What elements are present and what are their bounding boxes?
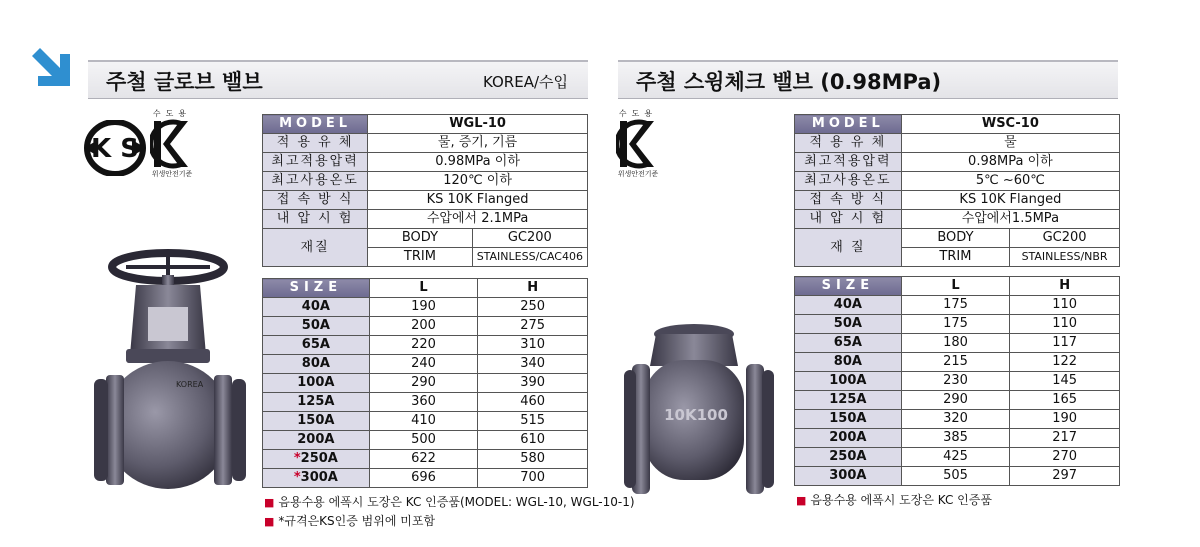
l-cell: 696 <box>369 469 478 488</box>
size-cell: 65A <box>795 334 902 353</box>
table-row <box>263 393 588 412</box>
kc-top-text: 수도용 <box>618 109 658 118</box>
spec-label: 접 속 방 식 <box>795 191 902 210</box>
h-cell: 110 <box>1010 315 1120 334</box>
l-cell: 200 <box>369 317 478 336</box>
table-row <box>795 391 1120 410</box>
l-cell: 190 <box>369 298 478 317</box>
h-cell: 297 <box>1010 467 1120 486</box>
spec-value: KS 10K Flanged <box>368 191 588 210</box>
l-cell: 175 <box>901 296 1010 315</box>
size-cell: 80A <box>795 353 902 372</box>
kc-bottom-text: 위생안전기준 <box>151 170 193 178</box>
l-cell: 500 <box>369 431 478 450</box>
model-header: MODEL <box>263 115 368 134</box>
l-cell: 290 <box>369 374 478 393</box>
spec-label: 내 압 시 험 <box>795 210 902 229</box>
kc-icon <box>616 119 660 169</box>
size-cell: 250A <box>795 448 902 467</box>
left-spec-table <box>262 114 588 267</box>
arrow-down-right-icon <box>28 44 74 90</box>
table-row <box>795 296 1120 315</box>
size-cell: 200A <box>263 431 370 450</box>
l-cell: 240 <box>369 355 478 374</box>
kc-icon <box>150 119 194 169</box>
h-cell: 165 <box>1010 391 1120 410</box>
right-section-header <box>618 60 1118 99</box>
right-title: 주철 스윙체크 밸브 (0.98MPa) <box>636 70 942 94</box>
right-spec-table <box>794 114 1120 267</box>
size-cell: *300A <box>263 469 370 488</box>
size-cell: 200A <box>795 429 902 448</box>
material-part: TRIM <box>901 248 1009 267</box>
h-cell: 610 <box>478 431 588 450</box>
h-cell: 310 <box>478 336 588 355</box>
size-cell: 150A <box>795 410 902 429</box>
spec-label: 최고사용온도 <box>263 172 368 191</box>
size-cell: 50A <box>263 317 370 336</box>
spec-label: 최고적용압력 <box>263 153 368 172</box>
h-cell: 515 <box>478 412 588 431</box>
model-value: WSC-10 <box>901 115 1119 134</box>
l-header: L <box>369 279 478 298</box>
h-cell: 270 <box>1010 448 1120 467</box>
spec-label: 내 압 시 험 <box>263 210 368 229</box>
material-value: GC200 <box>472 229 587 248</box>
material-part: BODY <box>901 229 1009 248</box>
size-cell: 65A <box>263 336 370 355</box>
spec-label: 적 용 유 체 <box>263 134 368 153</box>
spec-label: 적 용 유 체 <box>795 134 902 153</box>
size-cell: 300A <box>795 467 902 486</box>
model-header: MODEL <box>795 115 902 134</box>
right-size-table <box>794 276 1120 486</box>
h-cell: 145 <box>1010 372 1120 391</box>
h-cell: 217 <box>1010 429 1120 448</box>
material-part: BODY <box>368 229 473 248</box>
red-square-bullet-icon: ■ <box>264 515 275 528</box>
size-cell: 100A <box>795 372 902 391</box>
h-cell: 122 <box>1010 353 1120 372</box>
h-cell: 117 <box>1010 334 1120 353</box>
table-row <box>795 429 1120 448</box>
table-row <box>263 298 588 317</box>
table-row <box>263 336 588 355</box>
table-row <box>795 315 1120 334</box>
l-cell: 410 <box>369 412 478 431</box>
model-value: WGL-10 <box>368 115 588 134</box>
l-cell: 175 <box>901 315 1010 334</box>
material-label: 재질 <box>263 229 368 267</box>
left-note-2: ■ *규격은KS인증 범위에 미포함 <box>264 514 436 528</box>
kc-bottom-text: 위생안전기준 <box>617 170 659 178</box>
table-row <box>263 450 588 469</box>
size-cell: 50A <box>795 315 902 334</box>
h-header: H <box>478 279 588 298</box>
spec-value: 물, 증기, 기름 <box>368 134 588 153</box>
l-cell: 320 <box>901 410 1010 429</box>
h-cell: 250 <box>478 298 588 317</box>
h-cell: 700 <box>478 469 588 488</box>
l-cell: 215 <box>901 353 1010 372</box>
l-cell: 385 <box>901 429 1010 448</box>
table-row <box>795 410 1120 429</box>
spec-value: 물 <box>901 134 1119 153</box>
h-cell: 190 <box>1010 410 1120 429</box>
l-cell: 622 <box>369 450 478 469</box>
l-header: L <box>901 277 1010 296</box>
globe-valve-image <box>86 245 256 515</box>
spec-value: 수압에서1.5MPa <box>901 210 1119 229</box>
table-row <box>263 355 588 374</box>
kc-mark-left <box>150 108 194 179</box>
size-cell: 40A <box>263 298 370 317</box>
l-cell: 220 <box>369 336 478 355</box>
size-cell: 125A <box>263 393 370 412</box>
h-cell: 110 <box>1010 296 1120 315</box>
h-cell: 460 <box>478 393 588 412</box>
l-cell: 505 <box>901 467 1010 486</box>
table-row <box>263 412 588 431</box>
valve-marking: 10K100 <box>664 406 728 424</box>
left-section-header <box>88 60 588 99</box>
size-cell: 80A <box>263 355 370 374</box>
red-square-bullet-icon: ■ <box>264 496 275 509</box>
table-row <box>795 467 1120 486</box>
material-part: TRIM <box>368 248 473 267</box>
table-row <box>263 374 588 393</box>
size-cell: 150A <box>263 412 370 431</box>
material-label: 재 질 <box>795 229 902 267</box>
table-row <box>263 317 588 336</box>
h-cell: 390 <box>478 374 588 393</box>
table-row <box>795 448 1120 467</box>
l-cell: 230 <box>901 372 1010 391</box>
l-cell: 180 <box>901 334 1010 353</box>
h-header: H <box>1010 277 1120 296</box>
l-cell: 425 <box>901 448 1010 467</box>
left-note-1: ■ 음용수용 에폭시 도장은 KC 인증품(MODEL: WGL-10, WGL-10-1) <box>264 495 635 509</box>
size-cell: 100A <box>263 374 370 393</box>
right-note-1: ■ 음용수용 에폭시 도장은 KC 인증품 <box>796 493 992 507</box>
size-header: SIZE <box>795 277 902 296</box>
h-cell: 275 <box>478 317 588 336</box>
kc-top-text: 수도용 <box>152 109 192 118</box>
h-cell: 340 <box>478 355 588 374</box>
spec-label: 최고사용온도 <box>795 172 902 191</box>
valve-marking: KOREA <box>176 380 204 389</box>
kc-mark-right <box>616 108 660 179</box>
ks-mark-text: K S <box>91 134 139 164</box>
table-row <box>795 334 1120 353</box>
material-value: GC200 <box>1010 229 1120 248</box>
h-cell: 580 <box>478 450 588 469</box>
red-square-bullet-icon: ■ <box>796 494 807 507</box>
spec-value: 5℃ ~60℃ <box>901 172 1119 191</box>
spec-label: 최고적용압력 <box>795 153 902 172</box>
table-row <box>795 372 1120 391</box>
spec-value: 수압에서 2.1MPa <box>368 210 588 229</box>
spec-value: 120℃ 이하 <box>368 172 588 191</box>
spec-value: 0.98MPa 이하 <box>368 153 588 172</box>
spec-value: KS 10K Flanged <box>901 191 1119 210</box>
spec-label: 접 속 방 식 <box>263 191 368 210</box>
size-cell: 125A <box>795 391 902 410</box>
material-value: STAINLESS/NBR <box>1010 248 1120 267</box>
table-row <box>263 431 588 450</box>
ks-certification-logo <box>84 120 146 176</box>
table-row <box>263 469 588 488</box>
size-cell: 40A <box>795 296 902 315</box>
table-row <box>795 353 1120 372</box>
size-cell: *250A <box>263 450 370 469</box>
l-cell: 360 <box>369 393 478 412</box>
size-header: SIZE <box>263 279 370 298</box>
material-value: STAINLESS/CAC406 <box>472 248 587 267</box>
left-title: 주철 글로브 밸브 <box>106 70 263 94</box>
left-size-table <box>262 278 588 488</box>
swing-check-valve-image <box>622 320 792 520</box>
l-cell: 290 <box>901 391 1010 410</box>
spec-value: 0.98MPa 이하 <box>901 153 1119 172</box>
left-origin: KOREA/수입 <box>482 73 568 91</box>
